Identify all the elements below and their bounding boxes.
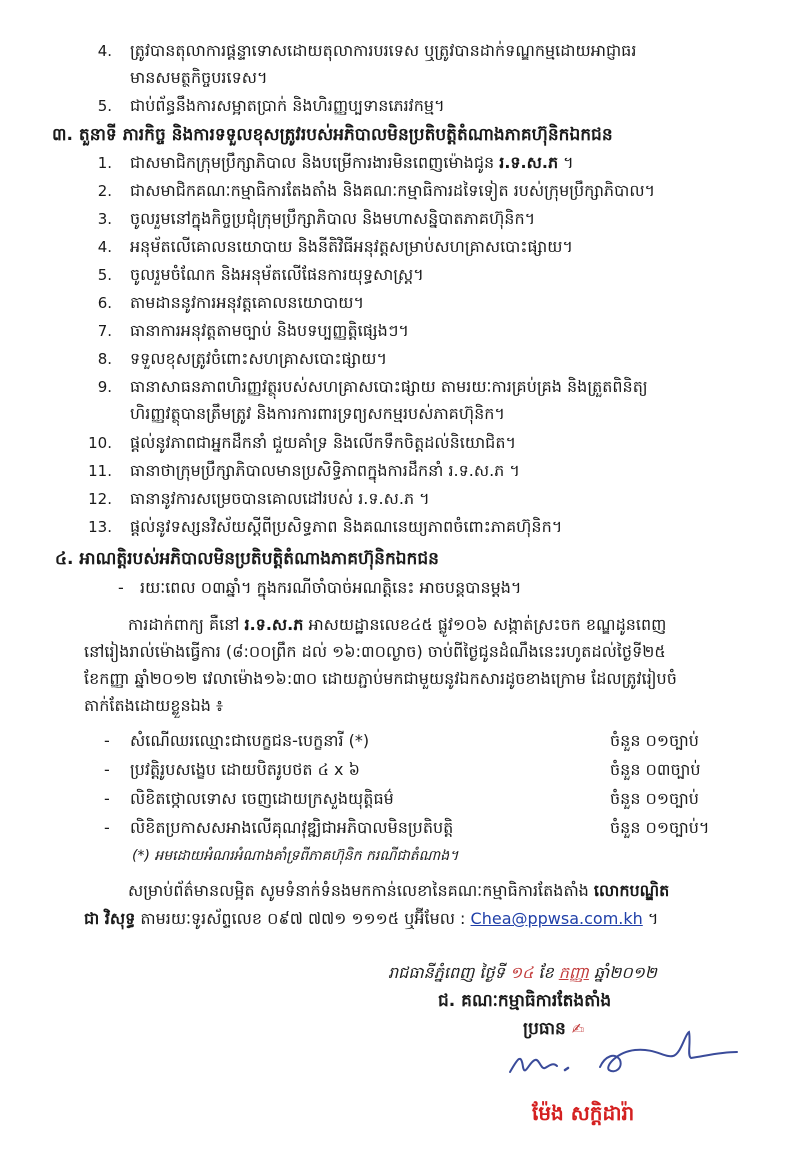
item-number: 10. — [88, 434, 112, 452]
list-item-text: ធានានូវការសម្រេចបានគោលដៅរបស់ រ.ទ.ស.ភ ។ — [130, 489, 430, 508]
list-item-text: ធានាថាក្រុមប្រឹក្សាភិបាលមានប្រសិទ្ធិភាពក្នុងការដឹកនាំ រ.ទ.ស.ភ ។ — [130, 461, 520, 480]
contact-line: ជា វិសុទ្ធ តាមរយៈទូរស័ព្ទលេខ ០៩៧ ៧៧១ ១១១៥ ឬអ៊ីមែល : Chea@ppwsa.com.kh ។ — [84, 909, 659, 928]
list-item-text: ធានាការអនុវត្តតាមច្បាប់ និងបទប្បញ្ញត្តិផ្សេងៗ។ — [130, 321, 409, 340]
document-count: ចំនួន ០១ច្បាប់។ — [610, 818, 710, 837]
list-item-text: អនុម័តលើគោលនយោបាយ និងនីតិវិធីអនុវត្តសម្រាប់សហគ្រាសបោះផ្សាយ។ — [130, 237, 573, 256]
signing-title: ប្រធាន ✍ — [523, 1019, 585, 1039]
paragraph-line: ខែកញ្ញា ឆ្នាំ២០១២ វេលាម៉ោង១៦:៣០ ដោយភ្ជាប់មកជាមួយនូវឯកសារដូចខាងក្រោម ដែលត្រូវរៀបចំ — [84, 669, 677, 688]
list-item-text: ហិរញ្ញវត្ថុបានត្រឹមត្រូវ និងការការពារទ្រព្យសកម្មរបស់ភាគហ៊ុនិក។ — [130, 404, 505, 423]
section-heading: ៣. តួនាទី ភារកិច្ច និងការទទួលខុសត្រូវរបស់អភិបាលមិនប្រតិបត្តិតំណាងភាគហ៊ុនិកឯកជន — [52, 125, 613, 145]
list-item-text: មានសមត្ថកិច្ចបរទេស។ — [130, 68, 268, 87]
footnote: (*) អមដោយអំណរអំណាងគាំទ្រពីភាគហ៊ុនិក ករណីជាតំណាង។ — [132, 848, 459, 864]
item-number: 8. — [97, 350, 112, 368]
bullet-dash: - — [104, 731, 110, 750]
document-name: ប្រវត្តិរូបសង្ខេប ដោយបិតរូបថត ៤ x ៦ — [130, 760, 360, 779]
signing-date: រាជធានីភ្នំពេញ ថ្ងៃទី ១៤ ខែ កញ្ញា ឆ្នាំ២០១២ — [388, 963, 657, 982]
item-number: 5. — [97, 97, 112, 115]
item-number: 12. — [88, 490, 112, 508]
list-item-text: ចូលរួមនៅក្នុងកិច្ចប្រជុំក្រុមប្រឹក្សាភិបាល និងមហាសន្និបាតភាគហ៊ុនិក។ — [130, 209, 536, 228]
item-number: 13. — [88, 518, 112, 536]
item-number: 6. — [97, 294, 112, 312]
item-number: 5. — [97, 266, 112, 284]
list-item-text: ជាប់ព័ន្ធនឹងការសម្អាតប្រាក់ និងហិរញ្ញប្បទានភេរវកម្ម។ — [130, 96, 445, 115]
list-item-text: ជាសមាជិកគណៈកម្មាធិការតែងតាំង និងគណៈកម្មាធិការដទៃទៀត របស់ក្រុមប្រឹក្សាភិបាល។ — [130, 181, 656, 200]
item-number: 2. — [97, 182, 112, 200]
list-item-text: ជាសមាជិកក្រុមប្រឹក្សាភិបាល និងបម្រើការងារមិនពេញម៉ោងជូន រ.ទ.ស.ភ ។ — [130, 153, 574, 172]
list-item-text: ចូលរួមចំណែក និងអនុម័តលើផែនការយុទ្ធសាស្ត្រ។ — [130, 265, 424, 284]
paragraph-line: នៅរៀងរាល់ម៉ោងធ្វើការ (៨:០០ព្រឹក ដល់ ១៦:៣០ល្ងាច) ចាប់ពីថ្ងៃជូនដំណឹងនេះរហូតដល់ថ្ងៃទី២៥ — [84, 642, 666, 661]
document-name: សំណើឈរឈ្មោះជាបេក្ខជន-បេក្ខនារី (*) — [130, 731, 370, 750]
signing-organization: ជ. គណៈកម្មាធិការតែងតាំង — [438, 991, 612, 1011]
list-item-text: ផ្តល់នូវភាពជាអ្នកដឹកនាំ ជួយគាំទ្រ និងលើកទឹកចិត្តដល់និយោជិត។ — [130, 433, 517, 452]
document-count: ចំនួន ០១ច្បាប់ — [610, 731, 699, 750]
item-number: 4. — [97, 238, 112, 256]
bullet-dash: - — [118, 578, 124, 597]
document-count: ចំនួន ០៣ច្បាប់ — [610, 760, 701, 779]
bullet-dash: - — [104, 789, 110, 808]
section-heading: ៤. អាណត្តិរបស់អភិបាលមិនប្រតិបត្តិតំណាងភាគហ៊ុនិកឯកជន — [55, 549, 439, 569]
handwritten-signature — [505, 1022, 745, 1092]
document-name: លិខិតប្រកាសសអាងលើគុណវុឌ្ឍិជាអភិបាលមិនប្រតិបត្តិ — [130, 818, 454, 837]
document-count: ចំនួន ០១ច្បាប់ — [610, 789, 699, 808]
document-name: លិខិតថ្កោលទោស ចេញដោយក្រសួងយុត្តិធម៌ — [130, 789, 394, 808]
item-number: 3. — [97, 210, 112, 228]
paragraph-line: តាក់តែងដោយខ្លួនឯង ៖ — [84, 696, 224, 715]
item-number: 7. — [97, 322, 112, 340]
item-number: 4. — [97, 42, 112, 60]
list-item-text: តាមដាននូវការអនុវត្តគោលនយោបាយ។ — [130, 293, 364, 312]
term-text: រយៈពេល ០៣ឆ្នាំ។ ក្នុងករណីចាំបាច់អណត្តិនេះ អាចបន្តបានម្តង។ — [140, 578, 522, 597]
item-number: 9. — [97, 378, 112, 396]
item-number: 11. — [88, 462, 112, 480]
paragraph-line: ការដាក់ពាក្យ គឺនៅ រ.ទ.ស.ភ អាសយដ្ឋានលេខ៤៥ ផ្លូវ១០៦ សង្កាត់ស្រះចក ខណ្ឌដូនពេញ — [128, 615, 667, 634]
email-link[interactable]: Chea@ppwsa.com.kh — [470, 909, 643, 928]
contact-line: សម្រាប់ព័ត៌មានលម្អិត សូមទំនាក់ទំនងមកកាន់លេខានៃគណៈកម្មាធិការតែងតាំង លោកបណ្ឌិត — [128, 881, 670, 900]
bullet-dash: - — [104, 760, 110, 779]
signatory-name: ម៉ែង សក្តិដារ៉ា — [532, 1101, 635, 1125]
list-item-text: ធានាសាធនភាពហិរញ្ញវត្ថុរបស់សហគ្រាសបោះផ្សាយ តាមរយៈការគ្រប់គ្រង និងត្រួតពិនិត្យ — [130, 377, 648, 396]
item-number: 1. — [97, 154, 112, 172]
bullet-dash: - — [104, 818, 110, 837]
list-item-text: ផ្តល់នូវទស្សនវិស័យស្តីពីប្រសិទ្ធភាព និងគណនេយ្យភាពចំពោះភាគហ៊ុនិក។ — [130, 517, 563, 536]
list-item-text: ត្រូវបានតុលាការផ្តន្ទាទោសដោយតុលាការបរទេស ឬត្រូវបានដាក់ទណ្ឌកម្មដោយអាជ្ញាធរ — [130, 41, 637, 60]
list-item-text: ទទួលខុសត្រូវចំពោះសហគ្រាសបោះផ្សាយ។ — [130, 349, 388, 368]
